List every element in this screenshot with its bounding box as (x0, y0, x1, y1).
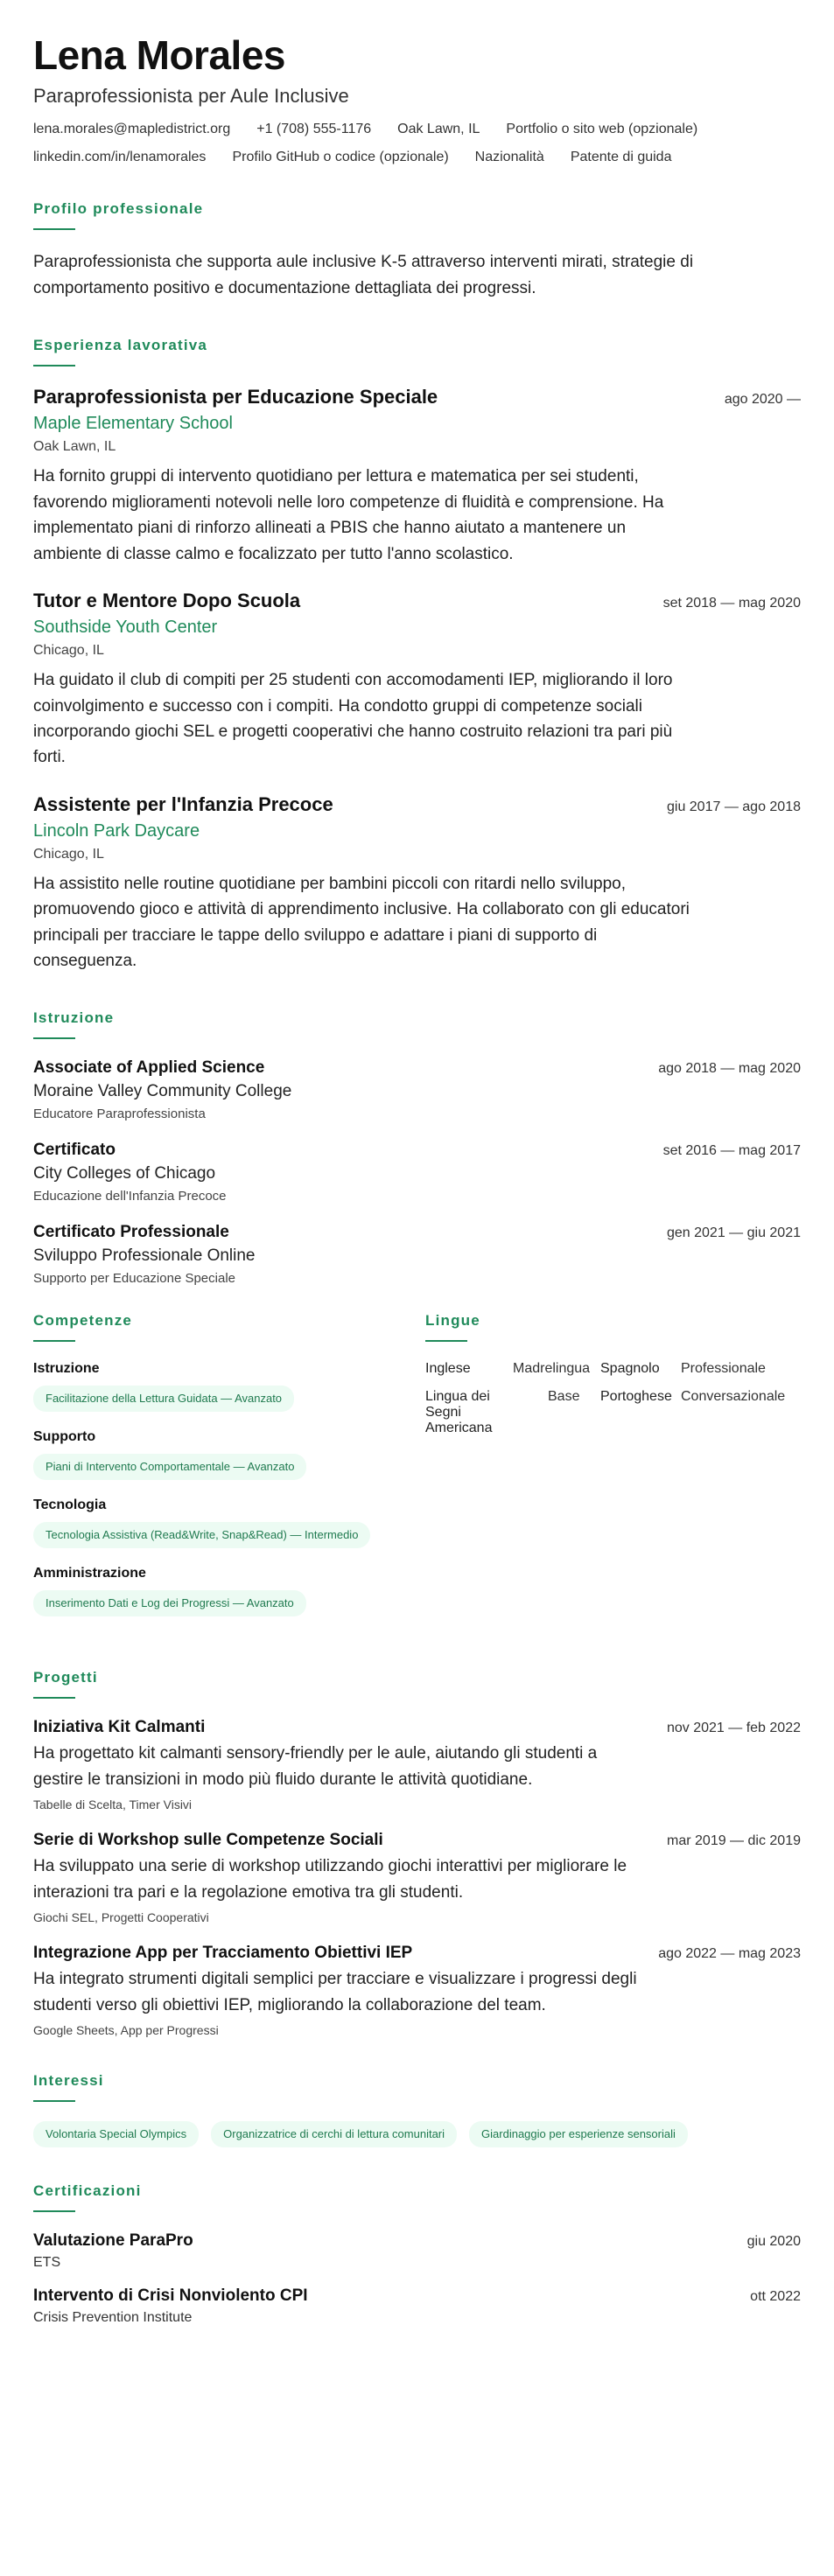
experience-item (33, 793, 801, 974)
edu-date: gen 2021 — giu 2021 (666, 1225, 801, 1240)
skill-group (33, 1361, 392, 1412)
edu-school: Sviluppo Professionale Online (33, 1246, 256, 1265)
projects-section (33, 1669, 801, 2037)
languages-grid (425, 1361, 801, 1436)
resume-header (33, 33, 801, 165)
candidate-name: Lena Morales (33, 32, 285, 78)
candidate-title: Paraprofessionista per Aule Inclusive (33, 84, 349, 107)
job-role: Tutor e Mentore Dopo Scuola (33, 590, 301, 612)
interest-pill: Organizzatrice di cerchi di lettura comunitari (211, 2121, 457, 2147)
section-divider (33, 1697, 75, 1699)
edu-date: ago 2018 — mag 2020 (658, 1060, 801, 1076)
certification-item (33, 2231, 801, 2271)
section-divider (425, 1340, 467, 1342)
section-title: Progetti (33, 1669, 98, 1686)
project-item (33, 1831, 801, 1924)
job-date: ago 2020 — (724, 392, 801, 408)
job-company: Southside Youth Center (33, 618, 218, 638)
languages-section (425, 1312, 801, 1635)
education-item (33, 1223, 801, 1286)
contact-nationality: Nazionalità (474, 149, 544, 164)
project-name: Serie di Workshop sulle Competenze Sociali (33, 1831, 383, 1850)
section-title: Competenze (33, 1311, 133, 1329)
section-divider (33, 2210, 75, 2212)
language-level: Madrelingua (513, 1360, 591, 1376)
experience-section (33, 337, 801, 974)
job-location: Chicago, IL (33, 643, 104, 659)
section-title: Esperienza lavorativa (33, 337, 208, 354)
section-divider (33, 365, 75, 367)
interests-list (33, 2121, 801, 2147)
job-location: Oak Lawn, IL (33, 439, 116, 455)
certifications-section (33, 2182, 801, 2326)
project-item (33, 1718, 801, 1812)
project-date: mar 2019 — dic 2019 (667, 1833, 801, 1849)
edu-field: Supporto per Educazione Speciale (33, 1270, 235, 1286)
contact-email[interactable]: lena.morales@mapledistrict.org (33, 121, 231, 136)
skill-group (33, 1429, 392, 1480)
education-item (33, 1058, 801, 1121)
contact-license: Patente di guida (570, 149, 672, 164)
job-description: Ha guidato il club di compiti per 25 studenti con accomodamenti IEP, migliorando il loro coinvolgimento e successo con i compiti. Ha condotto gruppi di competenze sociali incorporando giochi SEL e progetti cooperativi che hanno costruito relazioni tra pari più forti. (33, 671, 673, 767)
job-date: set 2018 — mag 2020 (662, 596, 801, 611)
contact-portfolio[interactable]: Portfolio o sito web (opzionale) (506, 121, 698, 136)
job-role: Paraprofessionista per Educazione Speciale (33, 386, 438, 408)
section-title: Profilo professionale (33, 199, 204, 217)
project-name: Integrazione App per Tracciamento Obiettivi IEP (33, 1944, 413, 1963)
cert-name: Valutazione ParaPro (33, 2231, 193, 2251)
edu-school: Moraine Valley Community College (33, 1081, 292, 1100)
experience-item (33, 386, 801, 567)
skill-category: Tecnologia (33, 1497, 107, 1512)
contact-linkedin[interactable]: linkedin.com/in/lenamorales (33, 149, 207, 164)
contact-github[interactable]: Profilo GitHub o codice (opzionale) (232, 149, 449, 164)
cert-issuer: Crisis Prevention Institute (33, 2310, 193, 2326)
skill-category: Amministrazione (33, 1566, 146, 1581)
contact-location: Oak Lawn, IL (397, 121, 480, 136)
skill-pill: Piani di Intervento Comportamentale — Avanzato (33, 1454, 306, 1480)
job-location: Chicago, IL (33, 846, 104, 862)
skill-category: Istruzione (33, 1360, 100, 1376)
section-title: Istruzione (33, 1009, 115, 1026)
edu-degree: Certificato Professionale (33, 1222, 229, 1241)
contact-row-2 (33, 150, 801, 165)
section-divider (33, 2100, 75, 2102)
certification-item (33, 2286, 801, 2326)
profile-section (33, 200, 801, 303)
language-name: Spagnolo (600, 1360, 660, 1376)
job-company: Maple Elementary School (33, 414, 233, 434)
edu-field: Educatore Paraprofessionista (33, 1106, 206, 1121)
skill-pill: Tecnologia Assistiva (Read&Write, Snap&Read) — Intermedio (33, 1522, 370, 1548)
job-role: Assistente per l'Infanzia Precoce (33, 792, 333, 815)
skill-pill: Facilitazione della Lettura Guidata — Avanzato (33, 1386, 294, 1412)
edu-degree: Associate of Applied Science (33, 1058, 265, 1077)
cert-issuer: ETS (33, 2255, 61, 2271)
edu-degree: Certificato (33, 1140, 116, 1159)
interest-pill: Volontaria Special Olympics (33, 2121, 199, 2147)
section-divider (33, 228, 75, 230)
project-tools: Giochi SEL, Progetti Cooperativi (33, 1910, 209, 1925)
edu-field: Educazione dell'Infanzia Precoce (33, 1188, 227, 1204)
profile-summary: Paraprofessionista che supporta aule inclusive K-5 attraverso interventi mirati, strategie di comportamento positivo e documentazione dettagliata dei progressi. (33, 252, 694, 297)
interests-section (33, 2072, 801, 2147)
cert-date: ott 2022 (750, 2289, 801, 2305)
language-level: Conversazionale (681, 1388, 786, 1404)
skill-group (33, 1566, 392, 1616)
project-description: Ha integrato strumenti digitali semplici per tracciare e visualizzare i progressi degli studenti verso gli obiettivi IEP, migliorando la collaborazione del team. (33, 1970, 637, 2014)
project-date: nov 2021 — feb 2022 (666, 1721, 801, 1736)
cert-date: giu 2020 (746, 2234, 801, 2250)
education-section (33, 1009, 801, 1286)
skill-category: Supporto (33, 1428, 96, 1444)
cert-name: Intervento di Crisi Nonviolento CPI (33, 2286, 308, 2306)
section-title: Lingue (425, 1311, 480, 1329)
edu-school: City Colleges of Chicago (33, 1163, 216, 1183)
section-title: Interessi (33, 2072, 104, 2089)
contact-row (33, 122, 801, 137)
skill-pill: Inserimento Dati e Log dei Progressi — Avanzato (33, 1590, 306, 1616)
interest-pill: Giardinaggio per esperienze sensoriali (469, 2121, 688, 2147)
language-level: Professionale (681, 1360, 766, 1376)
skill-group (33, 1497, 392, 1548)
language-name: Lingua dei Segni Americana (425, 1388, 493, 1435)
section-title: Certificazioni (33, 2182, 142, 2200)
job-description: Ha assistito nelle routine quotidiane per bambini piccoli con ritardi nello sviluppo, promuovendo gioco e attività di apprendimento inclusive. Ha collaborato con gli educatori principali per tracciare le tappe dello sviluppo e adattare i piani di supporto di conseguenza. (33, 874, 690, 971)
education-item (33, 1141, 801, 1204)
job-company: Lincoln Park Daycare (33, 820, 200, 841)
project-item (33, 1944, 801, 2037)
section-divider (33, 1340, 75, 1342)
edu-date: set 2016 — mag 2017 (662, 1142, 801, 1158)
language-level: Base (548, 1388, 580, 1404)
project-description: Ha progettato kit calmanti sensory-friendly per le aule, aiutando gli studenti a gestire le transizioni in modo più fluido durante le attività quotidiane. (33, 1744, 598, 1789)
project-tools: Tabelle di Scelta, Timer Visivi (33, 1798, 193, 1812)
skills-section (33, 1312, 392, 1635)
experience-item (33, 590, 801, 771)
job-date: giu 2017 — ago 2018 (666, 799, 801, 814)
section-divider (33, 1037, 75, 1039)
project-description: Ha sviluppato una serie di workshop utilizzando giochi interattivi per migliorare le interazioni tra pari e la regolazione emotiva tra gli studenti. (33, 1857, 627, 1902)
skills-languages-row (33, 1312, 801, 1635)
language-name: Portoghese (600, 1388, 672, 1404)
project-tools: Google Sheets, App per Progressi (33, 2023, 219, 2037)
language-name: Inglese (425, 1360, 471, 1376)
project-date: ago 2022 — mag 2023 (658, 1946, 801, 1962)
job-description: Ha fornito gruppi di intervento quotidiano per lettura e matematica per sei studenti, favorendo miglioramenti notevoli nelle loro competenze di fluidità e comprensione. Ha implementato piani di rinforzo allineati a PBIS che hanno aiutato a mantenere un ambiente di classe calmo e focalizzato per tutto l'anno scolastico. (33, 467, 664, 563)
project-name: Iniziativa Kit Calmanti (33, 1718, 206, 1737)
contact-phone[interactable]: +1 (708) 555-1176 (256, 121, 372, 136)
